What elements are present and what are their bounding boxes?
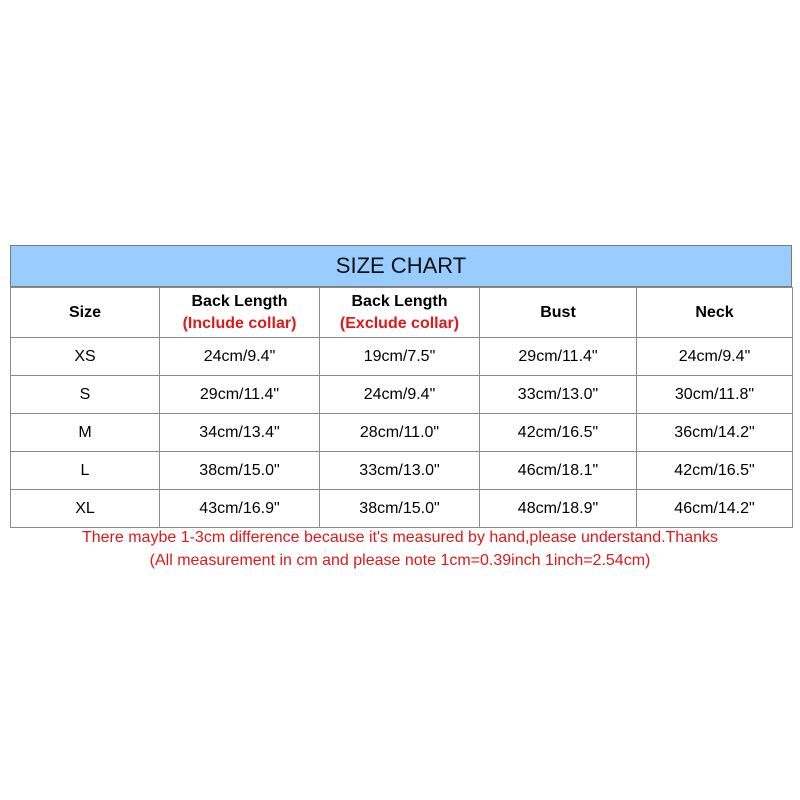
table-cell: 29cm/11.4": [480, 338, 637, 376]
header-size: [11, 288, 160, 338]
table-cell: XL: [11, 490, 160, 528]
table-cell: 19cm/7.5": [320, 338, 480, 376]
disclaimer-note: There maybe 1-3cm difference because it's measured by hand,please understand.Thanks: [81, 529, 718, 546]
header-neck: [637, 288, 793, 338]
table-cell: M: [11, 414, 160, 452]
header-label: Bust: [540, 303, 576, 321]
table-cell: 46cm/18.1": [480, 452, 637, 490]
table-cell: 42cm/16.5": [480, 414, 637, 452]
size-chart: [10, 245, 792, 528]
table-cell: 33cm/13.0": [320, 452, 480, 490]
table-cell: 24cm/9.4": [320, 376, 480, 414]
table-cell: 29cm/11.4": [160, 376, 320, 414]
table-cell: 43cm/16.9": [160, 490, 320, 528]
table-cell: 38cm/15.0": [160, 452, 320, 490]
header-bust: [480, 288, 637, 338]
table-cell: 28cm/11.0": [320, 414, 480, 452]
table-cell: 30cm/11.8": [637, 376, 793, 414]
table-cell: 34cm/13.4": [160, 414, 320, 452]
table-cell: 38cm/15.0": [320, 490, 480, 528]
table-row: [11, 490, 793, 528]
table-cell: 42cm/16.5": [637, 452, 793, 490]
table-row: [11, 414, 793, 452]
table-cell: 36cm/14.2": [637, 414, 793, 452]
table-cell: 46cm/14.2": [637, 490, 793, 528]
size-table: [10, 287, 793, 528]
header-back-length-exclude: [320, 288, 480, 338]
header-label: Size: [68, 303, 101, 321]
table-cell: 24cm/9.4": [160, 338, 320, 376]
table-cell: 48cm/18.9": [480, 490, 637, 528]
header-back-length-include: [160, 288, 320, 338]
header-label: Back Length: [191, 292, 288, 310]
table-cell: 33cm/13.0": [480, 376, 637, 414]
header-sublabel: (Include collar): [182, 314, 297, 332]
conversion-note: (All measurement in cm and please note 1cm=0.39inch 1inch=2.54cm): [149, 552, 651, 569]
table-row: [11, 452, 793, 490]
table-cell: S: [11, 376, 160, 414]
table-cell: L: [11, 452, 160, 490]
header-label: Neck: [695, 303, 734, 321]
table-cell: XS: [11, 338, 160, 376]
header-label: Back Length: [351, 292, 448, 310]
table-row: [11, 376, 793, 414]
chart-title: SIZE CHART: [10, 245, 792, 287]
table-cell: 24cm/9.4": [637, 338, 793, 376]
header-sublabel: (Exclude collar): [339, 314, 460, 332]
table-row: [11, 338, 793, 376]
notes: [0, 526, 800, 572]
header-row: [11, 288, 793, 338]
